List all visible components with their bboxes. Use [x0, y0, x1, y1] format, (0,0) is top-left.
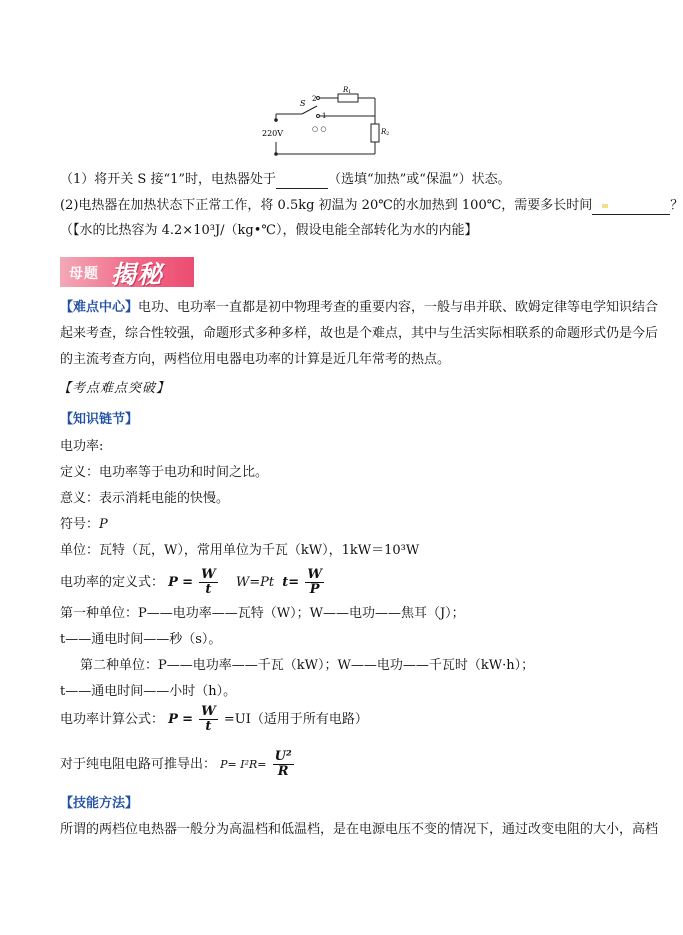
switch-label: S [300, 99, 306, 108]
unit-2-line: 第二种单位：P——电功率——千瓦（kW）；W——电功——千瓦时（kW·h）； [80, 658, 535, 673]
symbol-label: 符号： [60, 517, 100, 532]
unit-line: 单位：瓦特（瓦，W），常用单位为千瓦（kW），1kW＝10³W [60, 543, 420, 558]
formula-P: P [168, 575, 178, 590]
formula-numerator-2: W [307, 567, 322, 582]
symbol-value: P [99, 517, 108, 532]
formula-label: 电功率的定义式： [60, 575, 165, 590]
highlight-mark [602, 204, 608, 208]
question-2-prefix: (2)电热器在加热状态下正常工作，将 0.5kg 初温为 20℃的水加热到 100℃，需要多长时间 [60, 198, 593, 213]
contacts-open: ○ ○ [312, 125, 327, 133]
difficulty-text-1: 电功、电功率一直都是初中物理考查的重要内容，一般与串并联、欧姆定律等电学知识结合 [138, 300, 659, 315]
r1-subscript: 1 [348, 89, 352, 95]
formula-eq2: = [288, 575, 300, 590]
calc-denominator: t [205, 719, 212, 734]
calc-numerator: W [201, 704, 216, 719]
formula-numerator: W [201, 567, 216, 582]
calc-fraction [199, 705, 218, 734]
formula-fraction-2 [305, 568, 324, 597]
difficulty-line-1 [60, 300, 658, 316]
calc-formula-line [60, 703, 368, 737]
derive-fraction [273, 750, 294, 779]
breakthrough-heading: 【考点难点突破】 [58, 381, 171, 396]
formula-wpt: W=Pt [235, 575, 275, 590]
banner-right-text: 揭秘 [111, 260, 164, 289]
question-1-prefix: （1）将开关 S 接“1”时，电热器处于 [60, 172, 277, 187]
formula-fraction [199, 568, 218, 597]
contact-1-label: 1 [322, 112, 327, 120]
definition-line: 定义：电功率等于电功和时间之比。 [60, 465, 269, 480]
derive-label: 对于纯电阻电路可推导出： [60, 757, 217, 772]
power-heading: 电功率: [60, 439, 104, 454]
unit-2-line-2: t——通电时间——小时（h）。 [60, 684, 237, 699]
derive-denominator: R [277, 764, 289, 779]
calc-P: P [168, 712, 178, 727]
calc-suffix: =UI（适用于所有电路） [223, 712, 368, 727]
derive-line [60, 748, 296, 782]
derive-numerator: U² [274, 749, 292, 764]
formula-denominator: t [205, 582, 212, 597]
calc-label: 电功率计算公式： [60, 712, 165, 727]
calc-eq: = [182, 712, 193, 727]
formula-eq: = [182, 575, 193, 590]
contact-2-label: 2 [312, 95, 317, 103]
derive-mid: P= I²R= [220, 758, 267, 771]
r2-label: R [381, 128, 387, 136]
symbol-line [60, 517, 108, 533]
formula-denominator-2: P [309, 582, 320, 597]
banner-left-text: 母题 [69, 266, 99, 282]
section-banner [60, 257, 194, 287]
question-1-suffix: （选填“加热”或“保温”）状态。 [328, 172, 511, 187]
voltage-label: 220V [262, 129, 284, 138]
unit-1-line: 第一种单位：P——电功率——瓦特（W）；W——电功——焦耳（J）； [60, 606, 465, 621]
knowledge-label: 【知识链节】 [60, 412, 139, 427]
unit-1-line-2: t——通电时间——秒（s）。 [60, 632, 222, 647]
r2-subscript: 2 [386, 131, 390, 137]
circuit-diagram [262, 84, 392, 159]
difficulty-line-3: 的主流考查方向，两档位用电器电功率的计算是近几年常考的热点。 [60, 352, 451, 367]
question-2-note: （【水的比热容为 4.2×10³J/（kg•℃），假设电能全部转化为水的内能】 [60, 223, 478, 238]
r1-label: R [343, 86, 349, 94]
meaning-line: 意义：表示消耗电能的快慢。 [60, 491, 230, 506]
question-1-blank[interactable] [276, 172, 328, 189]
difficulty-line-2: 起来考查，综合性较强，命题形式多种多样，故也是个难点，其中与生活实际相联系的命题形式仍是今后 [60, 326, 659, 341]
question-1 [60, 172, 511, 189]
question-2-suffix: ？ [670, 198, 683, 213]
question-2-blank[interactable] [592, 198, 670, 215]
method-label: 【技能方法】 [60, 796, 139, 811]
definition-formula-line [60, 566, 326, 600]
method-text: 所谓的两档位电热器一般分为高温档和低温档，是在电源电压不变的情况下，通过改变电阻的大小，高档 [60, 822, 659, 837]
difficulty-label: 【难点中心】 [60, 300, 139, 315]
question-2 [60, 198, 683, 215]
formula-t: t [282, 575, 289, 590]
